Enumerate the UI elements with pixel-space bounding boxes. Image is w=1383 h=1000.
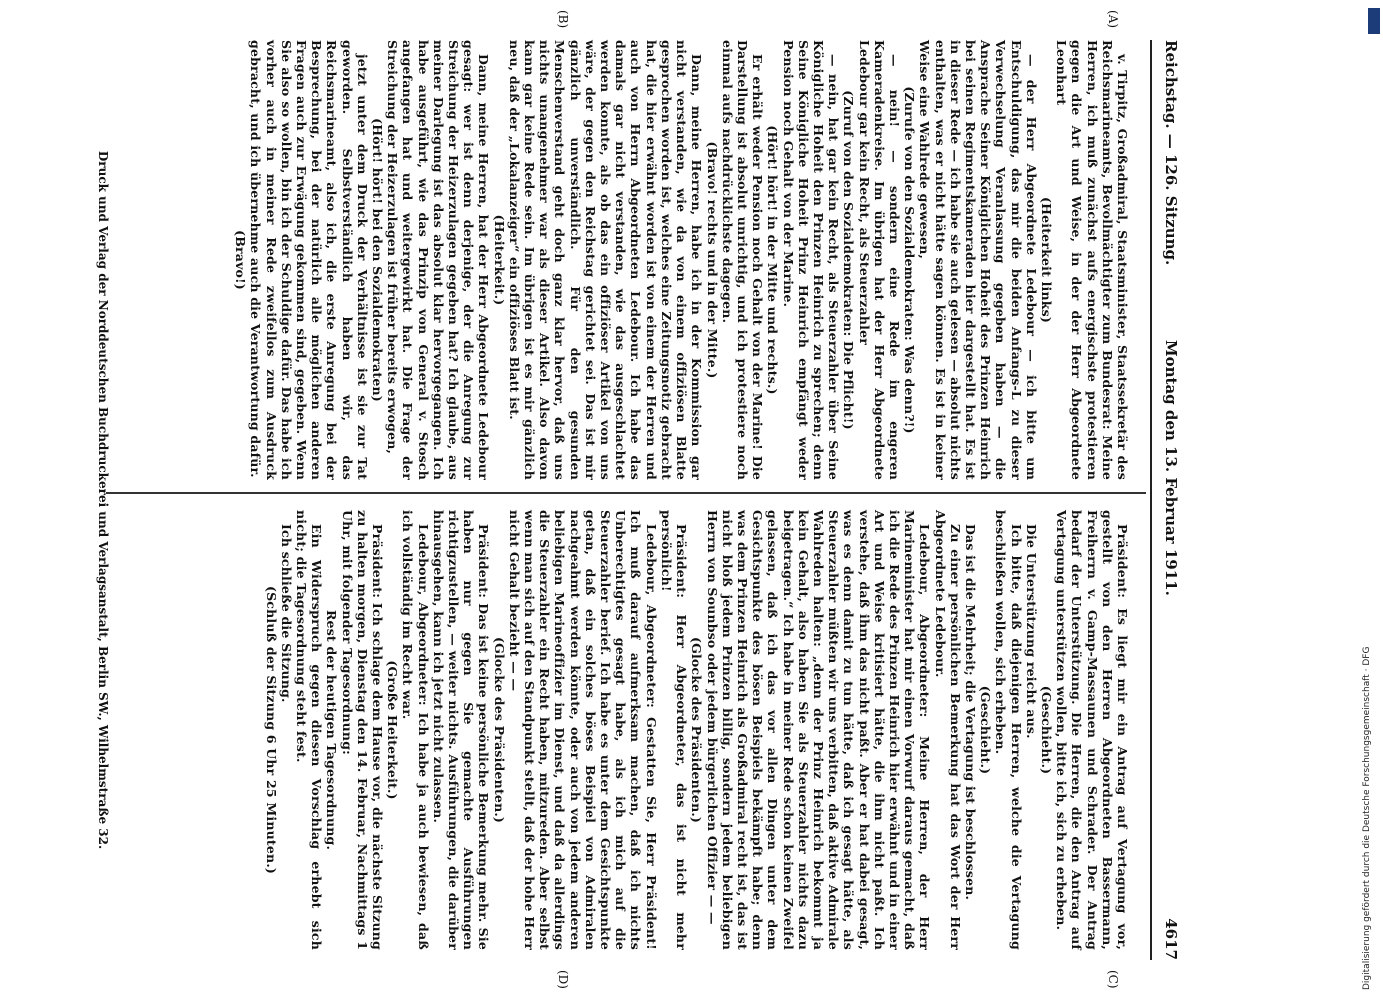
rotated-page (80, 10, 1190, 989)
paragraph: — der Herr Abgeordnete Ledebour — ich bitte um Entschuldigung, das mir die beiden Anfangs-L zu dieser Verwechselung Veranlassung gegeben haben — die Ansprache Seiner Königlichen Hoheit des Prinzen Heinrich bei seinen Regimentskameraden hier dargestellt hat. Es ist in dieser Rede — ich habe sie auch gelesen — absolut nichts enthalten, was er nicht hätte sagen können. Es ist in keiner Weise eine Wahlrede gewesen, (917, 40, 1039, 480)
paragraph: Zu einer persönlichen Bemerkung hat das Wort der Herr Abgeordnete Ledebour. (932, 510, 963, 950)
page-number: 4617 (1162, 918, 1180, 960)
paragraph: Ledebour, Abgeordneter: Gestatten Sie, Herr Präsident! Ich muß darauf aufmerksam machen, daß ich nichts Unberechtigtes gesagt habe, als ich mich auf die Steuerzahler berief. Ich habe es unter dem Gesichtspunkte getan, daß ein solches böses Beispiel von Admiralen nachgeahmt werden könnte, oder auch von jedem anderen beliebigen Marineoffizier im Dienst, und daß da allerdings die Steuerzahler ein Recht haben, mitzureden. Aber selbst wenn man sich auf den Standpunkt stellt, daß der hohe Herr nicht Gehalt bezieht — — (506, 510, 659, 950)
paragraph: Ledebour, Abgeordneter: Ich habe ja auch bewiesen, daß ich vollständig im Recht war. (400, 510, 431, 950)
interjection: (Glocke des Präsidenten.) (491, 636, 507, 824)
paragraph: Präsident: Herr Abgeordneter, das ist nicht mehr persönlich! (658, 510, 690, 950)
paragraph: jetzt unter dem Druck der Verhältnisse ist sie zur Tat geworden. Selbstverständlich haben wir, das Reichsmarineamt, also ich, die erste Anregung bei der Besprechung, bei der natürlich alle möglichen anderen Fragen auch zur Erwägung gekommen sind, gegeben. Wenn Sie also so wollen, bin ich der Schuldige dafür. Das habe ich vorher auch in meiner Rede zweifellos zum Ausdruck gebracht, und ich übernehme auch die Verantwortung dafür. (248, 40, 370, 480)
page-header (1156, 40, 1180, 960)
interjection: (Heiterkeit.) (491, 214, 507, 306)
margin-marker-b: (B) (556, 10, 570, 29)
paragraph: Dann, meine Herren, habe ich in der Kommission gar nicht verstanden, wie da von einem offiziösen Blatte gesprochen worden ist, welches eine Zeitungsnotiz gebracht hat, die hier erwähnt worden ist von einem der Herren und auch von Herrn Abgeordneten Ledebour. Ich habe das damals gar nicht verstanden, wie das ausgeschlachtet werden konnte, als ob das ein offiziöser Artikel von uns wäre, der gegen den Reichstag gerichtet sei. Das ist mir gänzlich unverständlich. Für den gesunden Menschenverstand geht doch ganz klar hervor, daß uns nichts unangenehmer war als dieser Artikel. Also davon kann gar keine Rede sein. Im übrigen ist es mir gänzlich neu, daß der „Lokalanzeiger“ ein offiziöses Blatt ist. (506, 40, 705, 480)
closing-note: (Schluß der Sitzung 6 Uhr 25 Minuten.) (263, 585, 279, 875)
margin-marker-d: (D) (556, 970, 570, 989)
paragraph: Dann, meine Herren, hat der Herr Abgeordnete Ledebour gesagt: wer ist denn derjenige, der die Anregung zur Streichung der Heizerzulagen gegeben hat? Ich glaube, aus meiner Darlegung ist das absolut klar hervorgegangen. Ich habe ausgeführt, wie das Prinzip von General v. Stosch angefangen hat und weitergewirkt hat. Die Frage der Streichung der Heizerzulagen ist früher bereits erwogen, (385, 40, 492, 480)
paragraph: — nein, hat gar kein Recht, als Steuerzahler über Seine Königliche Hoheit den Prinzen Heinrich zu sprechen; denn Seine Königliche Hoheit Prinz Heinrich empfängt weder Pension noch Gehalt von der Marine. (780, 40, 842, 480)
paragraph: Er erhält weder Pension noch Gehalt von der Marine! Die Darstellung ist absolut unrichtig, und ich protestiere noch einmal aufs nachdrücklichste dagegen. (719, 40, 766, 480)
margin-marker-c: (C) (1106, 970, 1120, 989)
interjection: (Geschieht.) (1038, 685, 1054, 775)
interjection: (Glocke des Präsidenten.) (689, 636, 705, 824)
interjection: (Große Heiterkeit.) (385, 660, 401, 800)
paragraph: Die Unterstützung reicht aus. (1023, 524, 1039, 739)
paragraph: — nein! — sondern eine Rede im engeren Kameradenkreise. Im übrigen hat der Herr Abgeordnete Ledebour gar kein Recht, als Steuerzahler (856, 40, 902, 480)
paragraph: Präsident: Es liegt mir ein Antrag auf Vertagung vor, gestellt von den Herren Abgeordneten Bassermann, Freiherrn v. Gamp-Massaunen und Schrader. Der Antrag bedarf der Unterstützung. Die Herren, die den Antrag auf Vertagung unterstützen wollen, bitte ich, sich zu erheben. (1054, 510, 1130, 950)
paragraph: Präsident: Das ist keine persönliche Bemerkung mehr. Sie haben nur gegen Sie gemachte Ausführungen richtigzustellen, — weiter nichts. Ausführungen, die darüber hinausgehen, kann ich jetzt nicht zulassen. (430, 510, 492, 950)
paragraph: Ich bitte, daß diejenigen Herren, welche die Vertagung beschließen wollen, sich erheben. (993, 510, 1024, 950)
agenda-item: Rest der heutigen Tagesordnung. (324, 609, 340, 851)
interjection: (Zurufe von den Sozialdemokraten: Was denn?!) (902, 86, 918, 434)
left-column (233, 40, 1130, 480)
digitization-credit (1362, 10, 1376, 990)
paragraph: v. Tirpitz, Großadmiral, Staatsminister, Staatssekretär des Reichsmarineamts, Bevollmächtigter zum Bundesrat: Meine Herren, ich muß zunächst aufs energischste protestieren gegen die Art und Weise, in der der Herr Abgeordnete Leonhart (1054, 40, 1130, 480)
interjection: (Bravo! rechts und in der Mitte.) (704, 141, 720, 379)
interjection: (Bravo!) (233, 230, 249, 290)
interjection: (Heiterkeit links) (1038, 196, 1054, 324)
interjection: (Hört! hört! in der Mitte und rechts.) (765, 125, 781, 395)
dfg-logo (1368, 8, 1380, 34)
header-left: Reichstag. — 126. Sitzung. (1162, 40, 1180, 266)
margin-marker-a: (A) (1106, 10, 1120, 29)
digitization-credit-text: Digitalisierung gefördert durch die Deutsche Forschungsgemeinschaft · DFG (1362, 646, 1372, 990)
paragraph: Ledebour, Abgeordneter: Meine Herren, der Herr Marineminister hat mir einen Vorwurf daraus gemacht, daß ich die Rede des Prinzen Heinrich hier erwähnt und in einer Art und Weise kritisiert hätte, die ihm nicht paßt. Ich verstehe, daß ihm das nicht paßt. Aber er hat dabei gesagt, was es denn damit zu tun hätte, daß ich gesagt hätte, als Steuerzahler müßten wir uns verbitten, daß aktive Admirale Wahlreden halten: „denn der Prinz Heinrich bekommt ja kein Gehalt, also haben Sie als Steuerzahler nichts dazu beigetragen.“ Ich habe in meiner Rede schon keinen Zweifel gelassen, daß ich das vor allen Dingen unter dem Gesichtspunkte des bösen Beispiels bekämpft habe; denn was dem Prinzen Heinrich als Großadmiral recht ist, das ist nicht bloß jedem Prinzen billig, sondern jedem beliebigen Herrn von Sounbso oder jedem bürgerlichen Offizier — — (704, 510, 933, 950)
printer-imprint: Druck und Verlag der Norddeutschen Buchdruckerei und Verlagsanstalt, Berlin SW., Wilhelmstraße 32. (96, 150, 110, 850)
paragraph: Das ist die Mehrheit; die Vertagung ist beschlossen. (962, 524, 978, 901)
paragraph: Ein Widerspruch gegen diesen Vorschlag erhebt sich nicht; die Tagesordnung steht fest. (294, 510, 325, 950)
right-column (263, 510, 1130, 950)
column-divider (106, 492, 1146, 494)
header-rule (1150, 40, 1152, 960)
interjection: (Hört! hört! bei den Sozialdemokraten) (370, 118, 386, 402)
header-date: Montag den 13. Februar 1911. (1162, 340, 1180, 596)
interjection: (Geschieht.) (978, 685, 994, 775)
paragraph: Präsident: Ich schlage dem Hause vor, die nächste Sitzung zu halten morgen, Dienstag den 14. Februar, Nachmittags 1 Uhr, mit folgender Tagesordnung: (339, 510, 386, 950)
paragraph: Ich schließe die Sitzung. (278, 524, 294, 703)
interjection: (Zuruf von den Sozialdemokraten: Die Pflicht!) (841, 90, 857, 430)
